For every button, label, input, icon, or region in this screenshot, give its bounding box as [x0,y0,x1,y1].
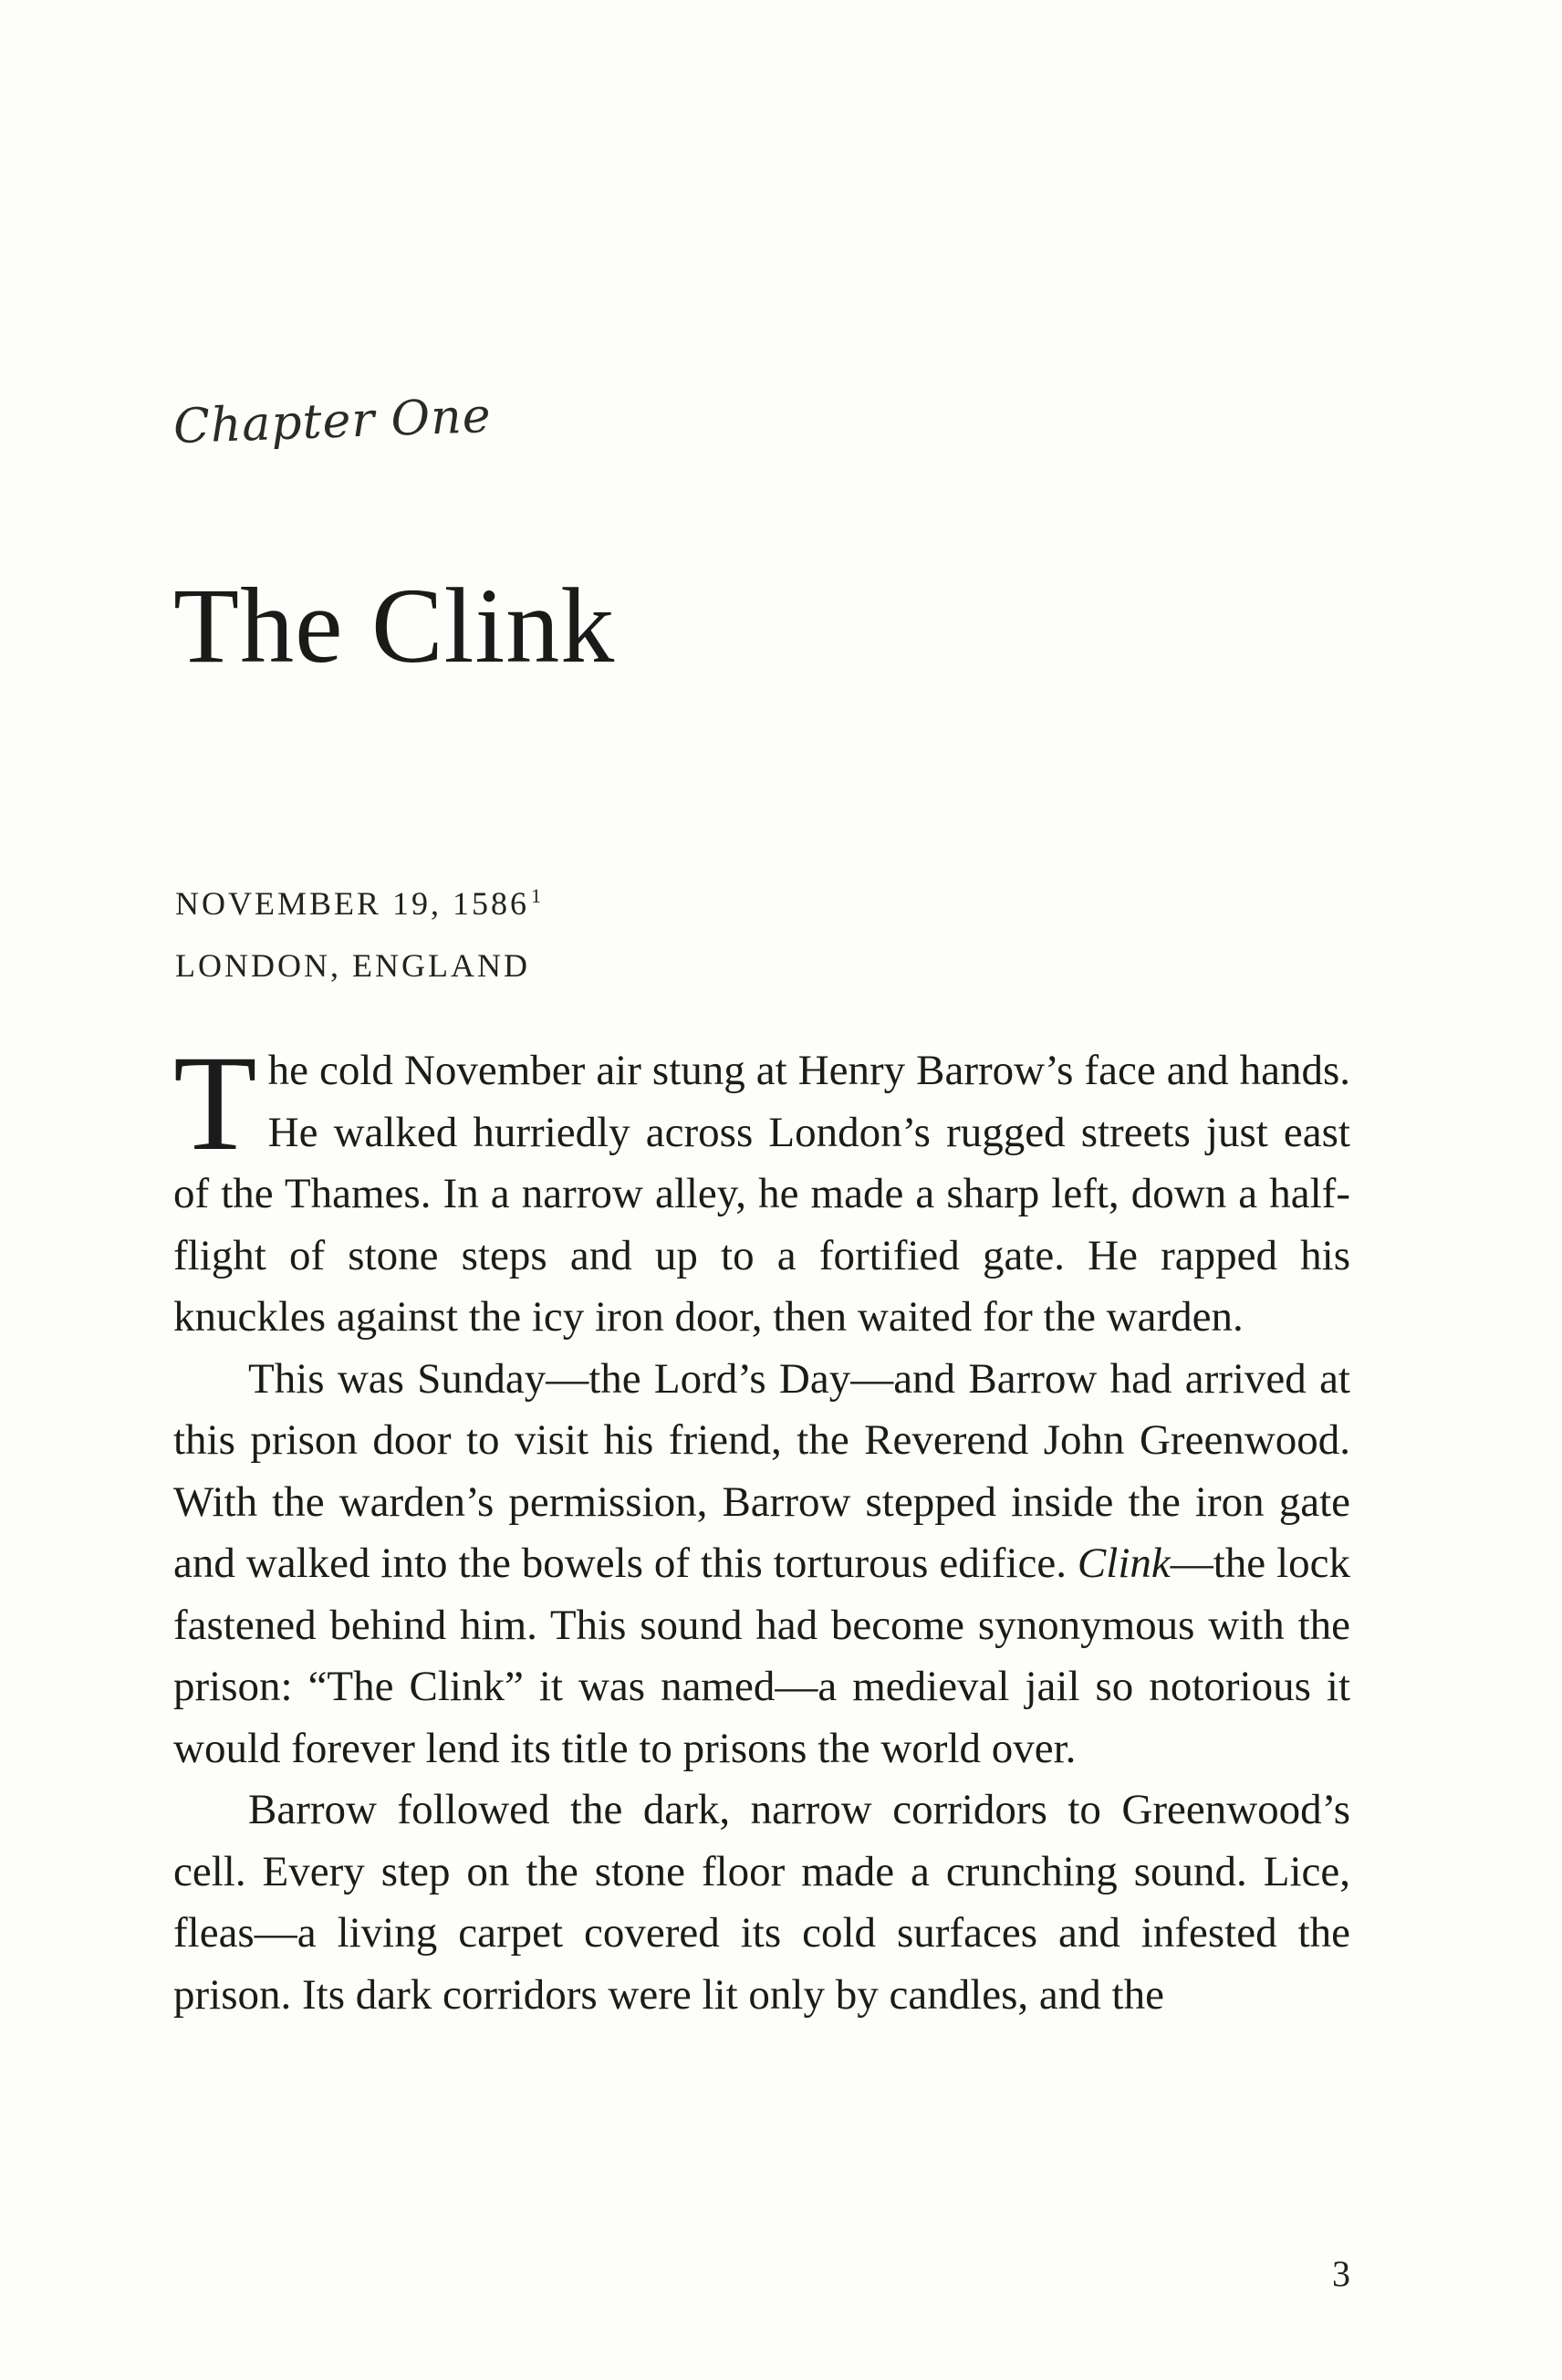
paragraph-2-text-a: This was Sunday—the Lord’s Day—and Barrow had arrived at this prison door to visit his friend, the Reverend John Greenwood. With the warden’s permission, Barrow stepped inside the iron gate and walked into the bowels of this torturous edifice. [173,1354,1350,1587]
footnote-reference[interactable]: 1 [531,884,542,907]
body-text [173,1028,1350,2026]
paragraph-3: Barrow followed the dark, narrow corridors to Greenwood’s cell. Every step on the stone floor made a crunching sound. Lice, fleas—a living carpet covered its cold surfaces and infested the prison. Its dark corridors were lit only by candles, and the [173,1786,1350,2019]
dateline [175,865,541,997]
chapter-title: The Clink [173,566,616,685]
drop-cap: T [173,1028,257,1179]
page-number: 3 [1332,2253,1350,2294]
dateline-date: NOVEMBER 19, 1586 [175,885,530,922]
paragraph-2-text-b: —the lock fastened behind him. This sound had become synonymous with the prison: “The Clink” it was named—a medieval jail so notorious it would forever lend its title to prisons the world over. [173,1540,1350,1772]
chapter-label: Chapter One [172,388,493,455]
paragraph-1 [173,1028,1350,1349]
paragraph-1-text: he cold November air stung at Henry Barrow’s face and hands. He walked hurriedly across London’s rugged streets just east of the Thames. In a narrow alley, he made a sharp left, down a half-flight of stone steps and up to a fortified gate. He rapped his knuckles against the icy iron door, then waited for the warden. [173,1047,1350,1341]
paragraph-2-emphasis: Clink [1077,1540,1171,1587]
paragraph-2 [173,1349,1350,1780]
dateline-place: LONDON, ENGLAND [175,947,530,984]
dateline-date-row [175,865,541,934]
